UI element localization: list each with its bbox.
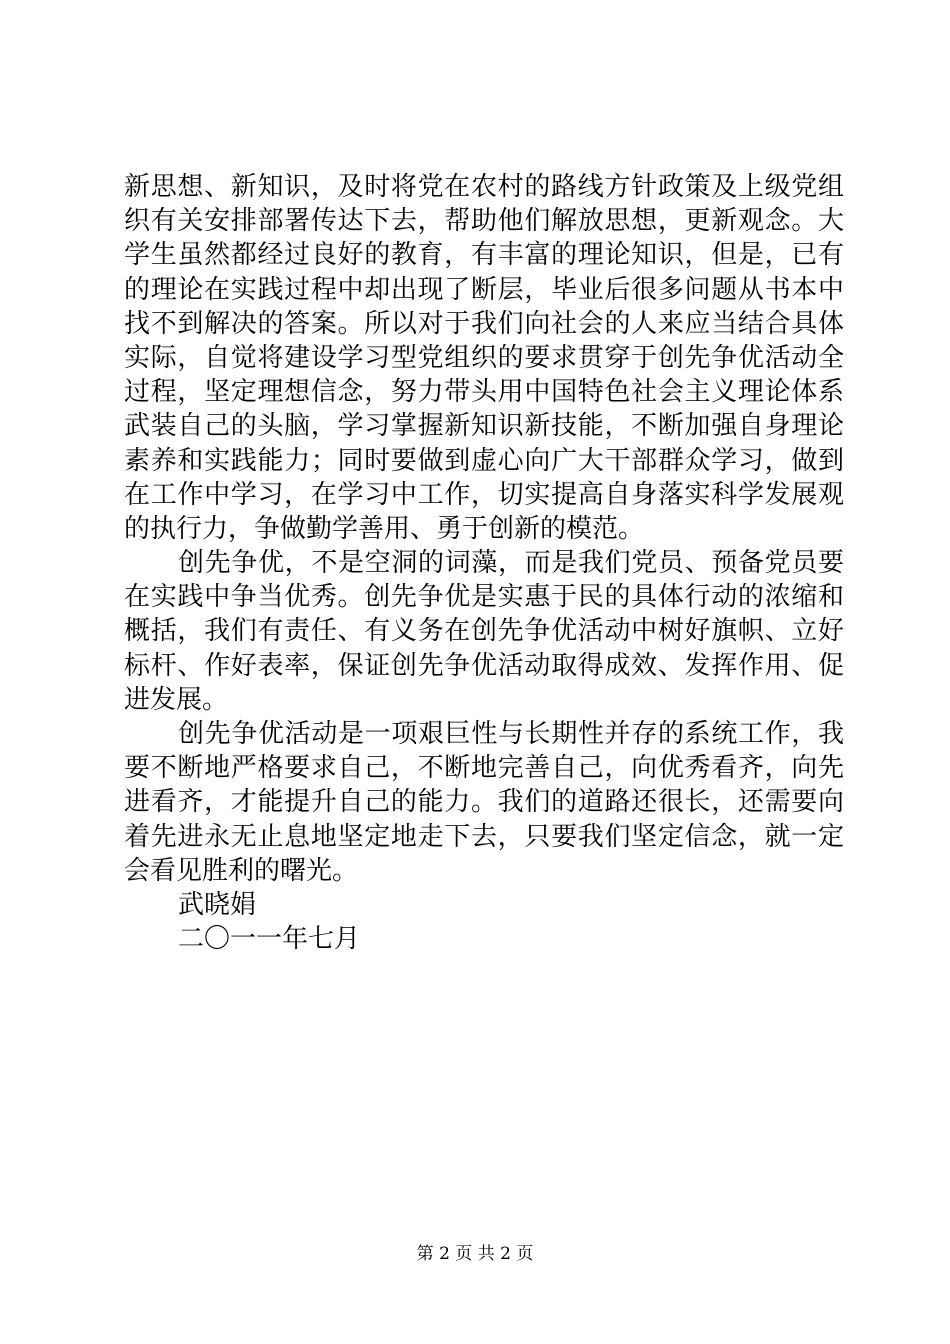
text-line: 要不断地严格要求自己，不断地完善自己，向优秀看齐，向先 <box>124 753 844 784</box>
text-line: 素养和实践能力；同时要做到虚心向广大干部群众学习，做到 <box>124 445 844 476</box>
text-line: 实际，自觉将建设学习型党组织的要求贯穿于创先争优活动全 <box>124 342 844 373</box>
text-line: 武装自己的头脑，学习掌握新知识新技能，不断加强自身理论 <box>124 411 844 442</box>
text-line: 创先争优活动是一项艰巨性与长期性并存的系统工作，我 <box>178 719 844 749</box>
text-line: 新思想、新知识，及时将党在农村的路线方针政策及上级党组 <box>124 172 844 202</box>
text-line: 进看齐，才能提升自己的能力。我们的道路还很长，还需要向 <box>124 787 844 818</box>
text-line: 进发展。 <box>124 684 229 715</box>
text-line: 的执行力，争做勤学善用、勇于创新的模范。 <box>124 513 645 544</box>
text-line: 在工作中学习，在学习中工作，切实提高自身落实科学发展观 <box>124 479 844 510</box>
text-line: 创先争优，不是空洞的词藻，而是我们党员、预备党员要 <box>178 548 844 579</box>
text-line: 概括，我们有责任、有义务在创先争优活动中树好旗帜、立好 <box>124 616 844 647</box>
text-line: 着先进永无止息地坚定地走下去，只要我们坚定信念，就一定 <box>124 821 844 852</box>
text-line: 找不到解决的答案。所以对于我们向社会的人来应当结合具体 <box>124 308 844 339</box>
text-line: 标杆、作好表率，保证创先争优活动取得成效、发挥作用、促 <box>124 650 844 681</box>
paragraph-3 <box>124 717 844 888</box>
author-name: 武晓娟 <box>178 889 257 920</box>
text-line: 在实践中争当优秀。创先争优是实惠于民的具体行动的浓缩和 <box>124 582 844 613</box>
paragraph-2 <box>124 546 844 717</box>
text-line: 会看见胜利的曙光。 <box>124 855 359 886</box>
signature-block <box>124 888 844 956</box>
text-line: 织有关安排部署传达下去，帮助他们解放思想，更新观念。大 <box>124 206 844 237</box>
document-body <box>124 170 844 956</box>
text-line: 过程，坚定理想信念，努力带头用中国特色社会主义理论体系 <box>124 377 844 408</box>
page-number-footer: 第 2 页 共 2 页 <box>416 1244 534 1264</box>
text-line: 的理论在实践过程中却出现了断层，毕业后很多问题从书本中 <box>124 274 844 305</box>
paragraph-1 <box>124 170 844 546</box>
signature-date: 二〇一一年七月 <box>178 924 361 955</box>
text-line: 学生虽然都经过良好的教育，有丰富的理论知识，但是，已有 <box>124 240 844 271</box>
